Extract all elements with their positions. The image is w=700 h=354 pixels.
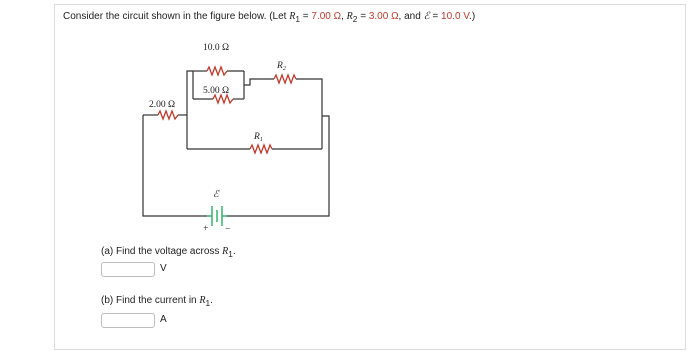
resistor-r2 bbox=[274, 75, 296, 83]
label-5ohm: 5.00 Ω bbox=[203, 86, 230, 96]
label-r1: $R_1$ bbox=[254, 132, 263, 143]
label-plus: + bbox=[203, 224, 209, 234]
part-a-answer-input[interactable] bbox=[101, 262, 155, 277]
resistor-5ohm bbox=[213, 95, 233, 103]
part-a-question: (a) Find the voltage across $R_1$. bbox=[101, 246, 236, 259]
part-b-question: (b) Find the current in $R_1$. bbox=[101, 295, 213, 308]
battery bbox=[207, 206, 227, 226]
resistor-2ohm bbox=[158, 111, 178, 119]
part-b-answer-input[interactable] bbox=[101, 313, 155, 328]
part-b-unit: A bbox=[160, 314, 167, 325]
label-2ohm: 2.00 Ω bbox=[149, 100, 176, 110]
label-emf: ℰ bbox=[213, 190, 219, 200]
label-minus: − bbox=[225, 225, 231, 235]
label-10ohm: 10.0 Ω bbox=[203, 43, 230, 53]
circuit-wires bbox=[143, 71, 329, 216]
resistor-r1 bbox=[250, 145, 272, 153]
question-text: Consider the circuit shown in the figure below. (Let $R_1 = 7.00$ Ω, $R_2 = 3.00$ Ω, and ℰ = 10.0 V.) bbox=[63, 11, 476, 24]
part-a-unit: V bbox=[160, 263, 167, 274]
resistor-10ohm bbox=[207, 67, 227, 75]
resistors bbox=[158, 67, 296, 153]
label-r2: $R_2$ bbox=[277, 61, 286, 72]
